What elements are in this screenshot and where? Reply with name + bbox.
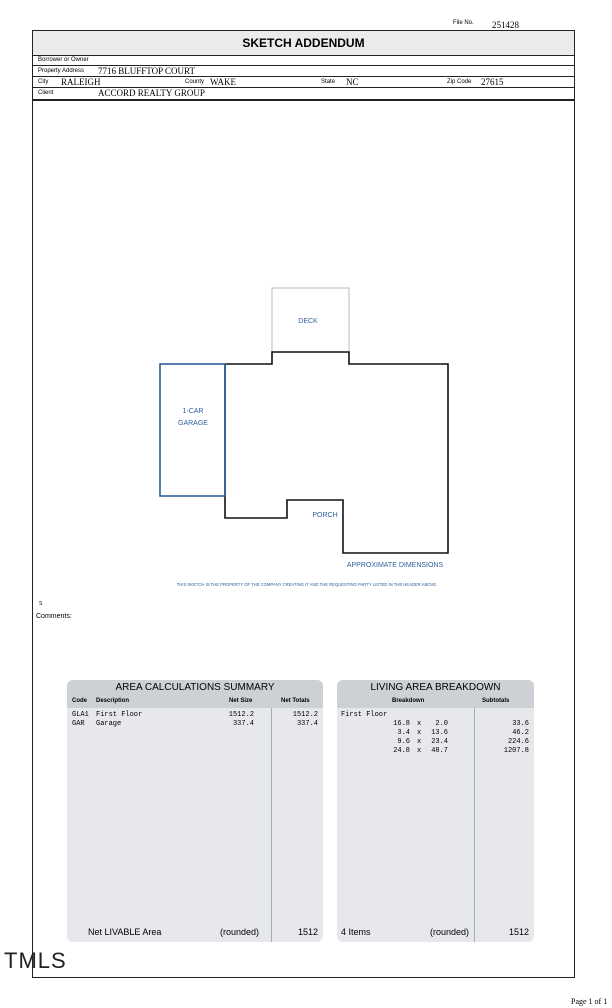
- deck-label: DECK: [298, 318, 318, 325]
- row-desc: Garage: [96, 720, 122, 728]
- file-no-value: 251428: [492, 20, 519, 30]
- porch-label: PORCH: [312, 512, 338, 519]
- subtotal: 46.2: [512, 729, 529, 737]
- city-label: City: [38, 79, 49, 85]
- column-divider: [271, 708, 272, 942]
- area-summary-panel: [67, 680, 323, 942]
- tmls-logo: TMLS: [4, 948, 67, 973]
- living-breakdown-title: LIVING AREA BREAKDOWN: [370, 682, 501, 693]
- page-number: Page 1 of 1: [571, 997, 608, 1006]
- property-notice: THIS SKETCH IS THE PROPERTY OF THE COMPANY CREATING IT AND THE REQUESTING PARTY LISTED IN THE HEADER ABOVE.: [176, 582, 438, 587]
- scale-mark: S: [39, 601, 43, 607]
- area-summary-title: AREA CALCULATIONS SUMMARY: [115, 682, 275, 693]
- breakdown-rounded: (rounded): [430, 927, 470, 937]
- dim-x: x: [417, 729, 422, 737]
- dim-x: x: [417, 738, 422, 746]
- col-breakdown: Breakdown: [392, 698, 425, 704]
- dim-a: 16.8: [393, 720, 410, 728]
- dim-x: x: [417, 720, 422, 728]
- row-code: GAR: [72, 720, 85, 728]
- row-net-total: 337.4: [296, 720, 318, 728]
- items-count: 4 Items: [341, 927, 371, 937]
- garage-label-1: 1-CAR: [182, 408, 204, 415]
- dim-b: 2.0: [435, 720, 448, 728]
- section-label: First Floor: [341, 711, 388, 719]
- col-description: Description: [96, 698, 130, 704]
- breakdown-total: 1512: [508, 927, 529, 937]
- comments-label: Comments:: [36, 613, 72, 620]
- subtotal: 224.6: [507, 738, 529, 746]
- county-label: County: [185, 79, 205, 85]
- row-net-size: 337.4: [232, 720, 254, 728]
- list-item: [337, 747, 534, 757]
- page-title: SKETCH ADDENDUM: [33, 31, 574, 56]
- subtotal: 33.6: [512, 720, 529, 728]
- property-address-value: 7716 BLUFFTOP COURT: [98, 66, 195, 76]
- garage-label-2: GARAGE: [178, 420, 208, 427]
- col-code: Code: [72, 698, 87, 704]
- state-label: State: [321, 79, 336, 85]
- row-net-size: 1512.2: [228, 711, 254, 719]
- borrower-label: Borrower or Owner: [38, 57, 89, 63]
- row-desc: First Floor: [96, 711, 143, 719]
- col-subtotals: Subtotals: [482, 698, 510, 704]
- table-row: [67, 720, 323, 730]
- approx-dimensions-label: APPROXIMATE DIMENSIONS: [346, 562, 444, 569]
- col-net-totals: Net Totals: [281, 698, 310, 704]
- garage-outline: [160, 364, 225, 496]
- dim-b: 13.6: [431, 729, 448, 737]
- client-value: ACCORD REALTY GROUP: [98, 88, 205, 98]
- house-outline: [225, 352, 448, 553]
- file-no-label: File No.: [453, 20, 474, 26]
- dim-a: 9.6: [397, 738, 410, 746]
- property-address-label: Property Address: [38, 68, 85, 74]
- living-breakdown-panel: [337, 680, 534, 942]
- client-label: Client: [38, 90, 54, 96]
- row-code: GLA1: [72, 711, 89, 719]
- subtotal: 1207.8: [503, 747, 529, 755]
- dim-b: 23.4: [431, 738, 448, 746]
- col-net-size: Net Size: [229, 698, 253, 704]
- net-livable-rounded: (rounded): [220, 927, 260, 937]
- net-livable-value: 1512: [297, 927, 318, 937]
- row-net-total: 1512.2: [292, 711, 318, 719]
- zip-value: 27615: [481, 77, 504, 87]
- dim-a: 24.8: [393, 747, 410, 755]
- zip-label: Zip Code: [447, 79, 472, 85]
- county-value: WAKE: [210, 77, 236, 87]
- dim-x: x: [417, 747, 422, 755]
- dim-b: 48.7: [431, 747, 448, 755]
- state-value: NC: [346, 77, 359, 87]
- city-value: RALEIGH: [61, 77, 101, 87]
- net-livable-label: Net LIVABLE Area: [88, 927, 162, 937]
- dim-a: 3.4: [397, 729, 410, 737]
